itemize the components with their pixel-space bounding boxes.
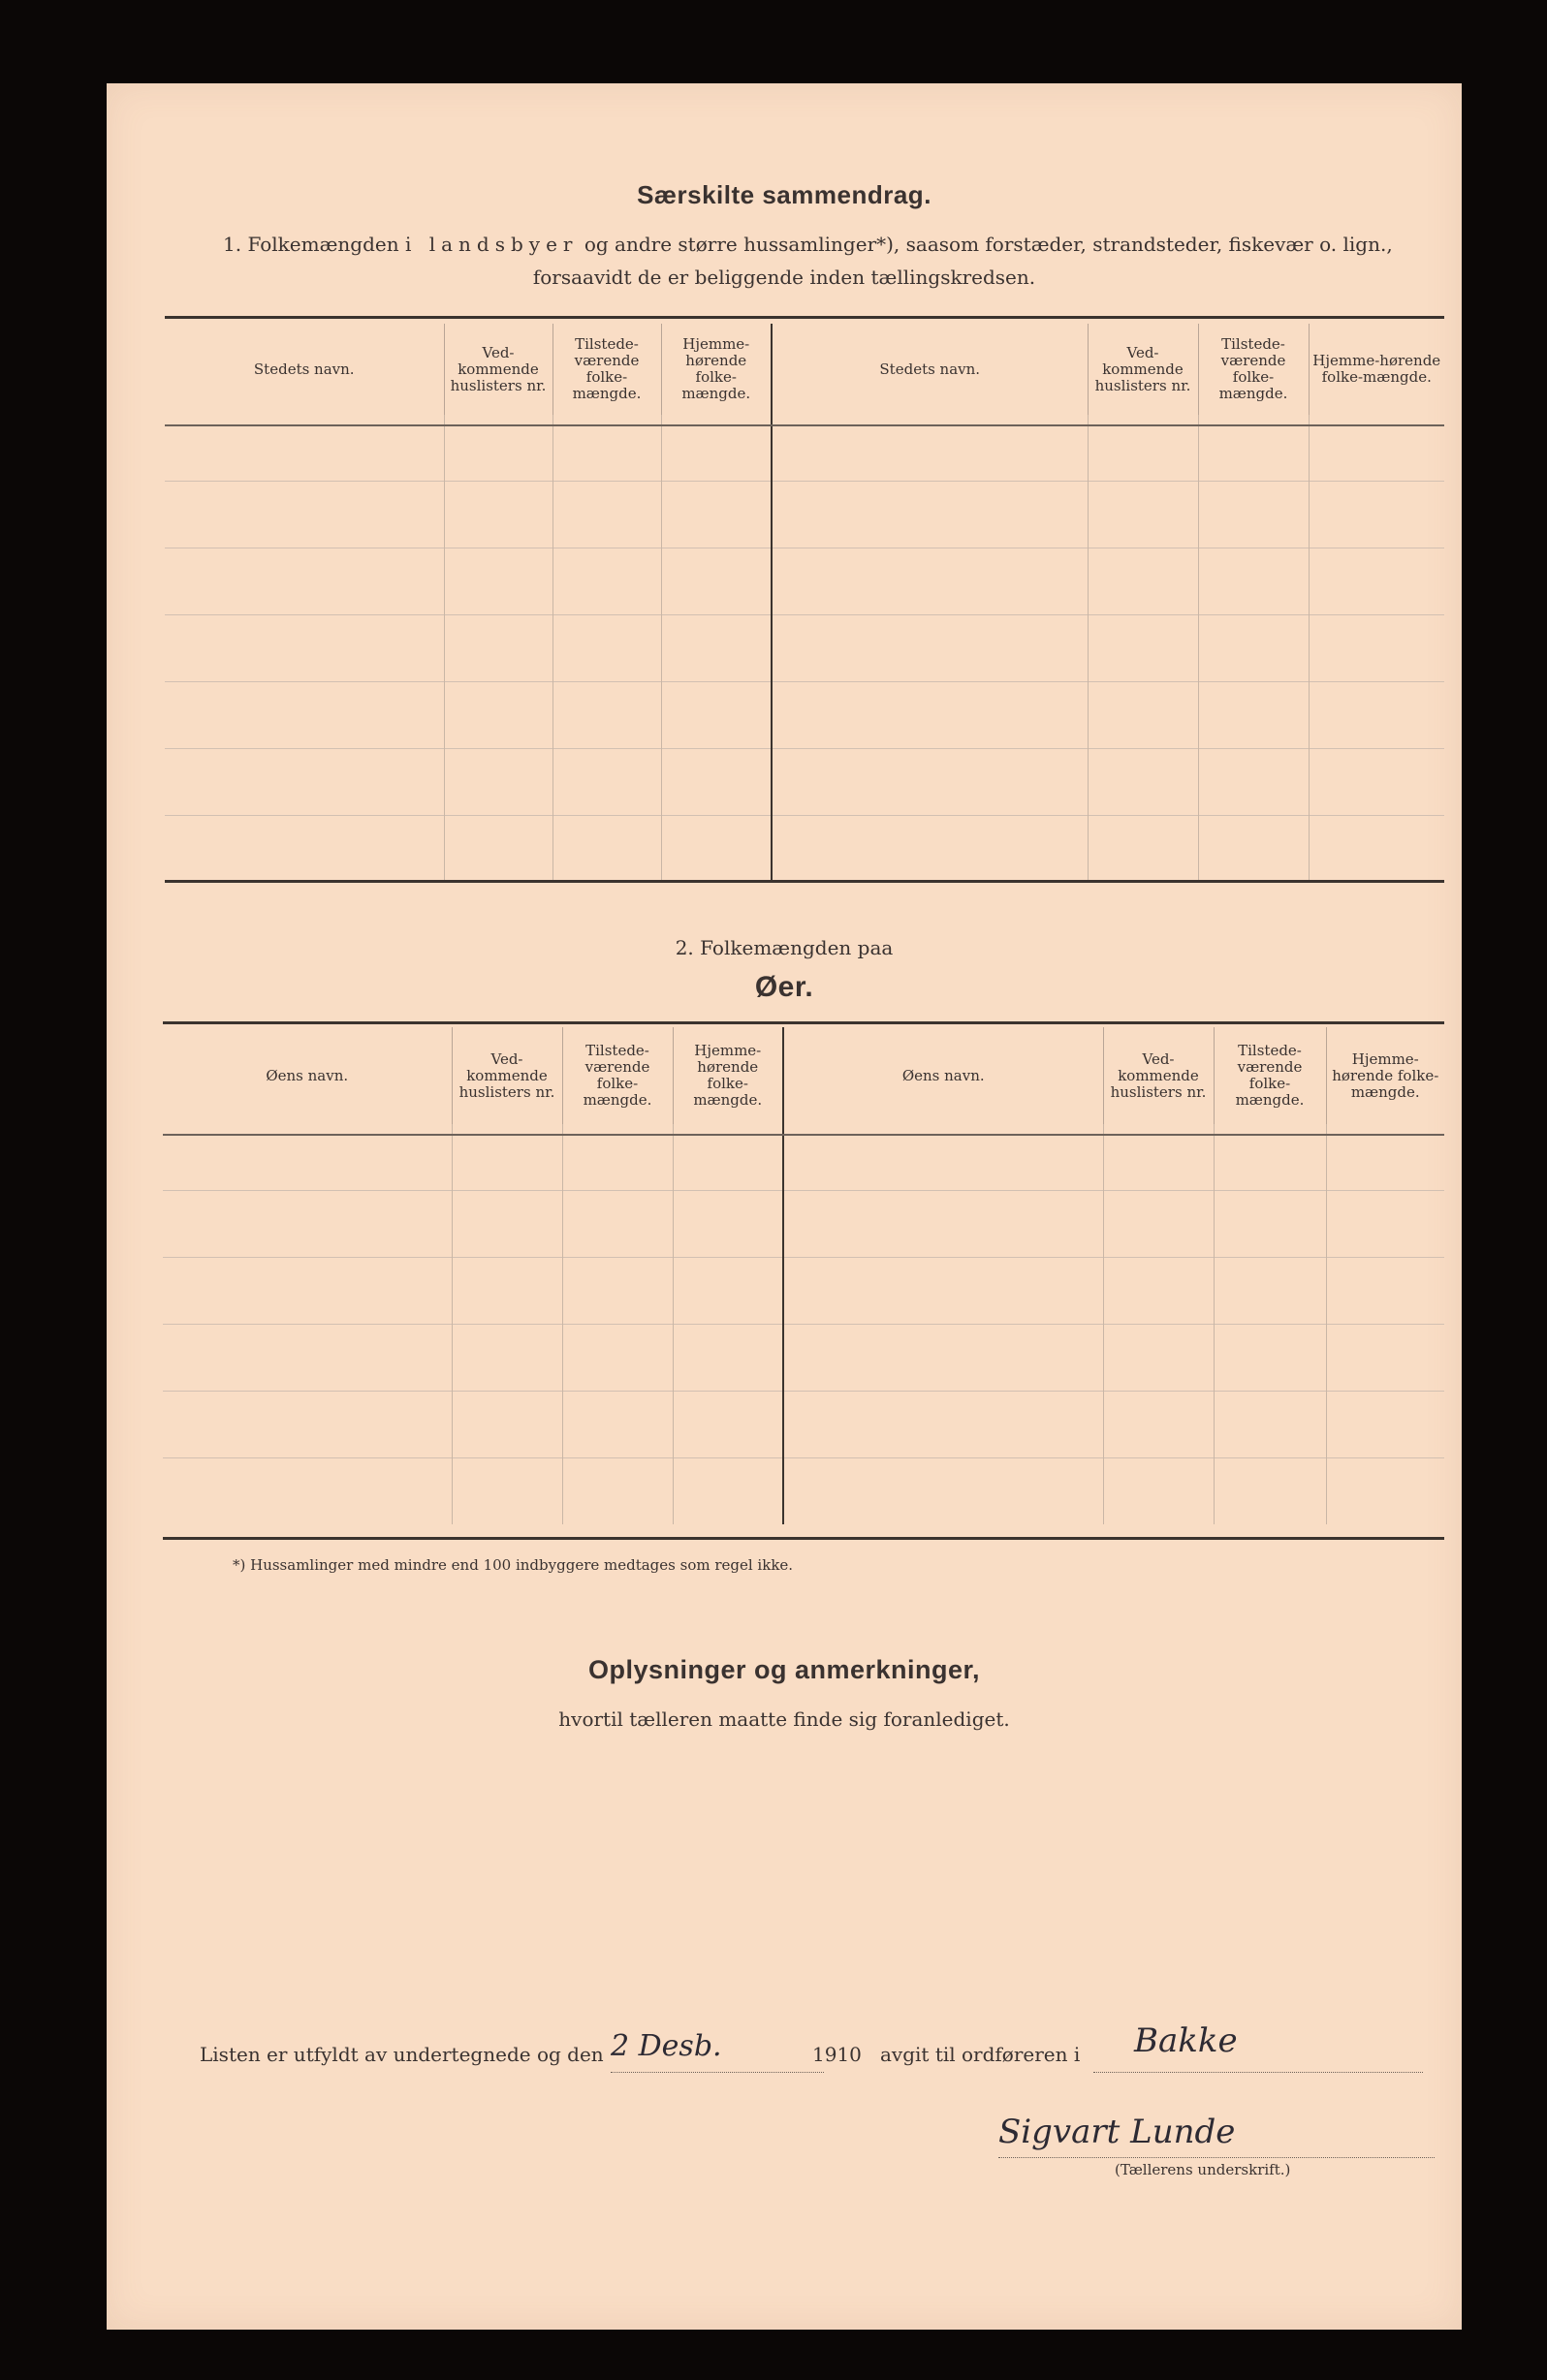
table-cell (1103, 1458, 1214, 1525)
table-row (163, 1258, 1444, 1325)
remarks-subheading: hvortil tælleren maatte finde sig foranlediget. (558, 1707, 1010, 1731)
table-cell (772, 615, 1088, 682)
table-cell (444, 682, 552, 749)
table-cell (1309, 615, 1444, 682)
islands-table (163, 1027, 1444, 1524)
table-cell (452, 1458, 562, 1525)
table-cell (783, 1325, 1103, 1392)
part1-text-spaced: i landsbyer (404, 233, 579, 256)
place-handwritten: Bakke (1134, 2021, 1238, 2060)
table1-bottom-rule (165, 880, 1444, 883)
table-cell (661, 816, 772, 883)
table-row (165, 682, 1444, 749)
col-header: Tilstede-værende folke-mængde. (1198, 324, 1309, 415)
col-header: Ved-kommende huslisters nr. (444, 324, 552, 415)
table-cell (163, 1191, 452, 1258)
table-cell (1326, 1191, 1444, 1258)
table-cell (673, 1191, 783, 1258)
col-header: Ved-kommende huslisters nr. (1088, 324, 1198, 415)
table-cell (783, 1392, 1103, 1458)
table-cell (1309, 749, 1444, 816)
table-cell (1088, 816, 1198, 883)
table-row (163, 1325, 1444, 1392)
table-cell (783, 1458, 1103, 1525)
table-cell (1214, 1458, 1326, 1525)
table-row (163, 1458, 1444, 1525)
table-cell (1326, 1392, 1444, 1458)
table-cell (661, 615, 772, 682)
table1-top-rule (165, 316, 1444, 319)
table-cell (661, 482, 772, 548)
col-header: Tilstede-værende folke-mængde. (562, 1027, 673, 1124)
col-header: Ved-kommende huslisters nr. (1103, 1027, 1214, 1124)
table-cell (163, 1258, 452, 1325)
table-cell (661, 682, 772, 749)
col-header: Hjemme-hørende folke-mængde. (1309, 324, 1444, 415)
place-fill-line (1093, 2072, 1423, 2073)
table-cell (552, 749, 661, 816)
col-header: Øens navn. (783, 1027, 1103, 1124)
table-cell (783, 1258, 1103, 1325)
table-cell (552, 682, 661, 749)
table-cell (452, 1191, 562, 1258)
table-cell (165, 816, 444, 883)
signature-handwritten: Sigvart Lunde (998, 2113, 1236, 2151)
table-cell (562, 1325, 673, 1392)
table-cell (562, 1258, 673, 1325)
table-cell (772, 548, 1088, 615)
table-cell (783, 1191, 1103, 1258)
table-cell (1326, 1325, 1444, 1392)
table2-body (163, 1124, 1444, 1524)
table-cell (1103, 1392, 1214, 1458)
table-cell (1198, 615, 1309, 682)
col-header: Stedets navn. (772, 324, 1088, 415)
table-cell (452, 1325, 562, 1392)
table-cell (165, 682, 444, 749)
table-cell (444, 548, 552, 615)
table-row (163, 1392, 1444, 1458)
col-header: Hjemme-hørende folke-mængde. (673, 1027, 783, 1124)
table-cell (552, 482, 661, 548)
part1-intro-line1 (223, 233, 1393, 256)
table2-bottom-rule (163, 1537, 1444, 1540)
section-heading: Særskilte sammendrag. (637, 180, 931, 209)
table-cell (772, 682, 1088, 749)
table-cell (1309, 548, 1444, 615)
table-cell (1198, 749, 1309, 816)
table-cell (1103, 1325, 1214, 1392)
table-cell (1214, 1325, 1326, 1392)
table1-header-row (165, 324, 1444, 415)
date-fill-line (611, 2072, 824, 2073)
table-cell (452, 1392, 562, 1458)
table-cell (552, 816, 661, 883)
table-cell (452, 1258, 562, 1325)
table2-top-rule (163, 1021, 1444, 1024)
table-cell (661, 749, 772, 816)
table-cell (1326, 1458, 1444, 1525)
villages-table (165, 324, 1444, 882)
table-row (165, 482, 1444, 548)
table-cell (165, 548, 444, 615)
col-header: Øens navn. (266, 1066, 349, 1084)
table-cell (673, 1258, 783, 1325)
table-cell (1088, 548, 1198, 615)
place-label: avgit til ordføreren i (880, 2043, 1081, 2066)
table-cell (165, 482, 444, 548)
table-cell (772, 482, 1088, 548)
remarks-heading: Oplysninger og anmerkninger, (587, 1655, 981, 1684)
table-cell (1309, 682, 1444, 749)
col-header: Hjemme-hørende folke-mængde. (1326, 1027, 1444, 1124)
table-cell (772, 749, 1088, 816)
table-cell (1103, 1191, 1214, 1258)
col-header: Ved-kommende huslisters nr. (452, 1027, 562, 1124)
part2-heading: Øer. (754, 971, 814, 1003)
col-header: Stedets navn. (253, 360, 355, 378)
declaration-text: Listen er utfyldt av undertegnede og den (200, 2043, 604, 2066)
part1-number: 1. (223, 233, 242, 256)
table-cell (163, 1392, 452, 1458)
table-cell (444, 482, 552, 548)
table-cell (562, 1392, 673, 1458)
table-cell (1214, 1258, 1326, 1325)
table-cell (1198, 548, 1309, 615)
table-cell (673, 1458, 783, 1525)
footnote: *) Hussamlinger med mindre end 100 indbyggere medtages som regel ikke. (233, 1556, 794, 1574)
date-handwritten: 2 Desb. (611, 2029, 722, 2063)
table2-header-rule (163, 1134, 1444, 1136)
table-cell (444, 749, 552, 816)
table-cell (1088, 749, 1198, 816)
part1-intro-line2: forsaavidt de er beliggende inden tællingskredsen. (532, 266, 1036, 289)
table-cell (1088, 615, 1198, 682)
col-header: Tilstede-værende folke-mængde. (552, 324, 661, 415)
census-form-page (107, 83, 1462, 2330)
table-cell (163, 1325, 452, 1392)
table-row (165, 816, 1444, 883)
table-cell (1088, 482, 1198, 548)
table2-header-row (163, 1027, 1444, 1124)
table-row (165, 615, 1444, 682)
table-cell (772, 816, 1088, 883)
table-cell (661, 548, 772, 615)
table-cell (552, 615, 661, 682)
table-cell (562, 1458, 673, 1525)
table-row (165, 548, 1444, 615)
part1-text-before: Folkemængden (247, 233, 399, 256)
table-cell (1309, 816, 1444, 883)
table-cell (1198, 682, 1309, 749)
table-cell (1214, 1191, 1326, 1258)
table-cell (444, 615, 552, 682)
part1-text-after: og andre større hussamlinger*), saasom forstæder, strandsteder, fiskevær o. lign., (584, 233, 1393, 256)
table-cell (1088, 682, 1198, 749)
col-header: Hjemme-hørende folke-mængde. (661, 324, 772, 415)
part2-intro: 2. Folkemængden paa (675, 936, 894, 959)
table-cell (163, 1458, 452, 1525)
table-cell (552, 548, 661, 615)
table-cell (165, 615, 444, 682)
table-cell (1309, 482, 1444, 548)
table1-body (165, 415, 1444, 882)
table-row (165, 749, 1444, 816)
table-cell (1103, 1258, 1214, 1325)
table-cell (673, 1325, 783, 1392)
table-cell (1214, 1392, 1326, 1458)
col-header: Tilstede-værende folke-mængde. (1214, 1027, 1326, 1124)
table-cell (1326, 1258, 1444, 1325)
table-cell (1198, 482, 1309, 548)
table-cell (673, 1392, 783, 1458)
signature-caption: (Tællerens underskrift.) (1115, 2161, 1291, 2178)
table-cell (444, 816, 552, 883)
table1-header-rule (165, 424, 1444, 426)
signature-fill-line (998, 2157, 1435, 2158)
year: 1910 (812, 2043, 862, 2066)
table-cell (562, 1191, 673, 1258)
table-cell (165, 749, 444, 816)
table-row (163, 1191, 1444, 1258)
table-cell (1198, 816, 1309, 883)
